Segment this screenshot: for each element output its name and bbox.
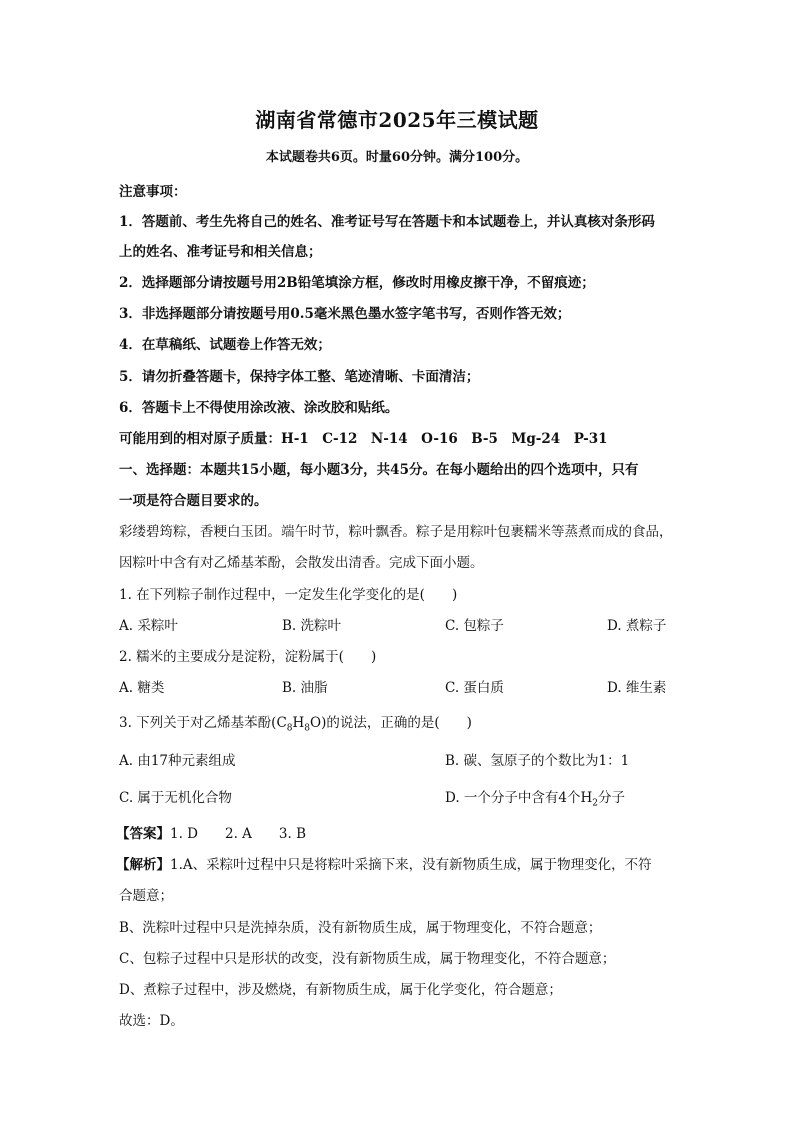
q1-option-a: A. 采粽叶 bbox=[119, 618, 178, 634]
q2-option-a: A. 糖类 bbox=[119, 680, 165, 696]
analysis-line-2: 合题意； bbox=[119, 888, 173, 904]
notes-item-2: 2．选择题部分请按题号用2B铅笔填涂方框，修改时用橡皮擦干净，不留痕迹； bbox=[119, 275, 595, 291]
analysis-line-3: B、洗粽叶过程中只是洗掉杂质，没有新物质生成，属于物理变化，不符合题意； bbox=[119, 920, 602, 936]
answer-line bbox=[116, 822, 306, 842]
q3-stem-post: 的说法，正确的是( ) bbox=[326, 715, 472, 731]
notes-item-5: 5．请勿折叠答题卡，保持字体工整、笔迹清晰、卡面清洁； bbox=[119, 369, 480, 385]
notes-item-1-cont: 上的姓名、准考证号和相关信息； bbox=[119, 244, 322, 260]
analysis-line-1: 【解析】1.A、采粽叶过程中只是将粽叶采摘下来，没有新物质生成，属于物理变化，不符 bbox=[116, 857, 652, 873]
q2-option-b: B. 油脂 bbox=[282, 680, 328, 696]
q1-option-b: B. 洗粽叶 bbox=[282, 618, 342, 634]
question-2-stem: 2. 糯米的主要成分是淀粉，淀粉属于( ) bbox=[119, 649, 377, 665]
notes-item-4: 4．在草稿纸、试题卷上作答无效； bbox=[119, 337, 331, 353]
passage-line-1: 彩缕碧筠粽，香粳白玉团。端午时节，粽叶飘香。粽子是用粽叶包裹糯米等蒸煮而成的食品， bbox=[119, 524, 673, 540]
section1-heading-cont: 一项是符合题目要求的。 bbox=[119, 493, 268, 509]
q1-option-d: D. 煮粽子 bbox=[607, 618, 667, 634]
answer-text: 1. D 2. A 3. B bbox=[170, 826, 307, 842]
analysis-line-5: D、煮粽子过程中，涉及燃烧，有新物质生成，属于化学变化，符合题意； bbox=[119, 982, 562, 998]
q3-stem-pre: 3. 下列关于对乙烯基苯酚 bbox=[119, 715, 272, 731]
q3-option-b: B. 碳、氢原子的个数比为1：1 bbox=[445, 753, 630, 769]
q3-option-d: D. 一个分子中含有4个$H_2$分子 bbox=[445, 790, 626, 809]
notes-item-1: 1．答题前、考生先将自己的姓名、准考证号写在答题卡和本试题卷上，并认真核对条形码 bbox=[119, 214, 655, 230]
q3-option-a: A. 由17种元素组成 bbox=[119, 753, 236, 769]
notes-heading: 注意事项： bbox=[119, 184, 187, 200]
question-1-stem: 1. 在下列粽子制作过程中，一定发生化学变化的是( ) bbox=[119, 587, 458, 603]
analysis-line-6: 故选：D。 bbox=[119, 1013, 184, 1029]
q3-option-c: C. 属于无机化合物 bbox=[119, 790, 232, 806]
q2-option-c: C. 蛋白质 bbox=[445, 680, 504, 696]
question-3-stem bbox=[119, 711, 472, 734]
answer-label: 【答案】 bbox=[116, 826, 170, 842]
notes-item-6: 6．答题卡上不得使用涂改液、涂改胶和贴纸。 bbox=[119, 400, 399, 416]
section1-heading: 一、选择题：本题共15小题，每小题3分，共45分。在每小题给出的四个选项中，只有 bbox=[119, 462, 639, 478]
q1-option-c: C. 包粽子 bbox=[445, 618, 504, 634]
page-subtitle: 本试题卷共6页。时量60分钟。满分100分。 bbox=[265, 150, 529, 165]
analysis-label: 【解析】 bbox=[116, 857, 170, 873]
page-title: 湖南省常德市2025年三模试题 bbox=[255, 108, 539, 132]
notes-item-3: 3．非选择题部分请按题号用0.5毫米黑色墨水签字笔书写，否则作答无效； bbox=[119, 306, 571, 322]
q2-option-d: D. 维生素 bbox=[607, 680, 667, 696]
atomic-mass-line: 可能用到的相对原子质量：H-1 C-12 N-14 O-16 B-5 Mg-24 P-31 bbox=[119, 431, 608, 447]
q3-formula: $(C_8H_8O)$ bbox=[271, 715, 327, 734]
passage-line-2: 因粽叶中含有对乙烯基苯酚，会散发出清香。完成下面小题。 bbox=[119, 555, 484, 571]
analysis-line-4: C、包粽子过程中只是形状的改变，没有新物质生成，属于物理变化，不符合题意； bbox=[119, 951, 616, 967]
